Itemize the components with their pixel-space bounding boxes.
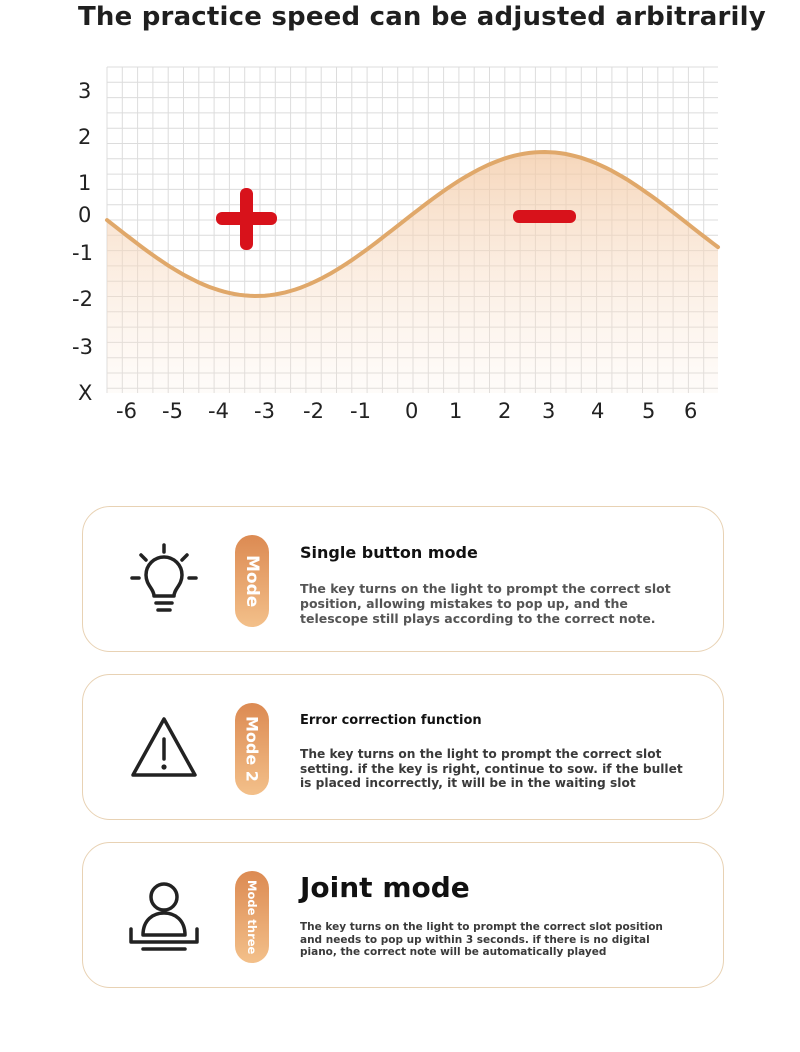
x-tick-label: -5 [162,399,183,423]
mode-badge: Mode 2 [235,703,269,795]
x-tick-label: -2 [303,399,324,423]
y-tick-label: X [78,381,93,405]
y-tick-label: 2 [78,125,92,149]
x-tick-label: -1 [350,399,371,423]
mode-card-single-button [82,506,724,652]
y-tick-label: -1 [72,241,93,265]
mode-badge: Mode three [235,871,269,963]
lightbulb-icon [129,541,199,615]
minus-sign [513,210,576,223]
x-tick-label: -4 [208,399,229,423]
mode-description: The key turns on the light to prompt the correct slot position and needs to pop up within 3 seconds. if there is no digital piano, the correct note will be automatically played [300,921,663,959]
mode-title: Joint mode [300,871,470,904]
x-tick-label: 0 [405,399,419,423]
plus-sign [216,188,277,250]
x-tick-label: 3 [542,399,556,423]
mode-title: Single button mode [300,543,478,562]
y-tick-label: 1 [78,171,92,195]
x-tick-label: 2 [498,399,512,423]
y-tick-label: 0 [78,203,92,227]
mode-description: The key turns on the light to prompt the correct slot position, allowing mistakes to pop up, and the telescope still plays according to the correct note. [300,581,671,626]
x-axis-labels [116,399,697,423]
mode-card-joint [82,842,724,988]
y-axis-labels [72,79,93,405]
x-tick-label: -6 [116,399,137,423]
y-tick-label: -2 [72,287,93,311]
mode-description: The key turns on the light to prompt the correct slot setting. if the key is right, continue to sow. if the bullet is placed incorrectly, it will be in the waiting slot [300,747,683,791]
mode-card-error-correction [82,674,724,820]
page-headline: The practice speed can be adjusted arbitrarily [78,2,766,32]
mode-badge: Mode [235,535,269,627]
wave-graph [0,50,800,440]
x-tick-label: -3 [254,399,275,423]
y-tick-label: -3 [72,335,93,359]
x-tick-label: 1 [449,399,463,423]
x-tick-label: 5 [642,399,656,423]
x-tick-label: 6 [684,399,698,423]
user-icon [129,877,199,951]
warning-triangle-icon [129,709,199,783]
y-tick-label: 3 [78,79,92,103]
mode-title: Error correction function [300,713,482,728]
x-tick-label: 4 [591,399,605,423]
